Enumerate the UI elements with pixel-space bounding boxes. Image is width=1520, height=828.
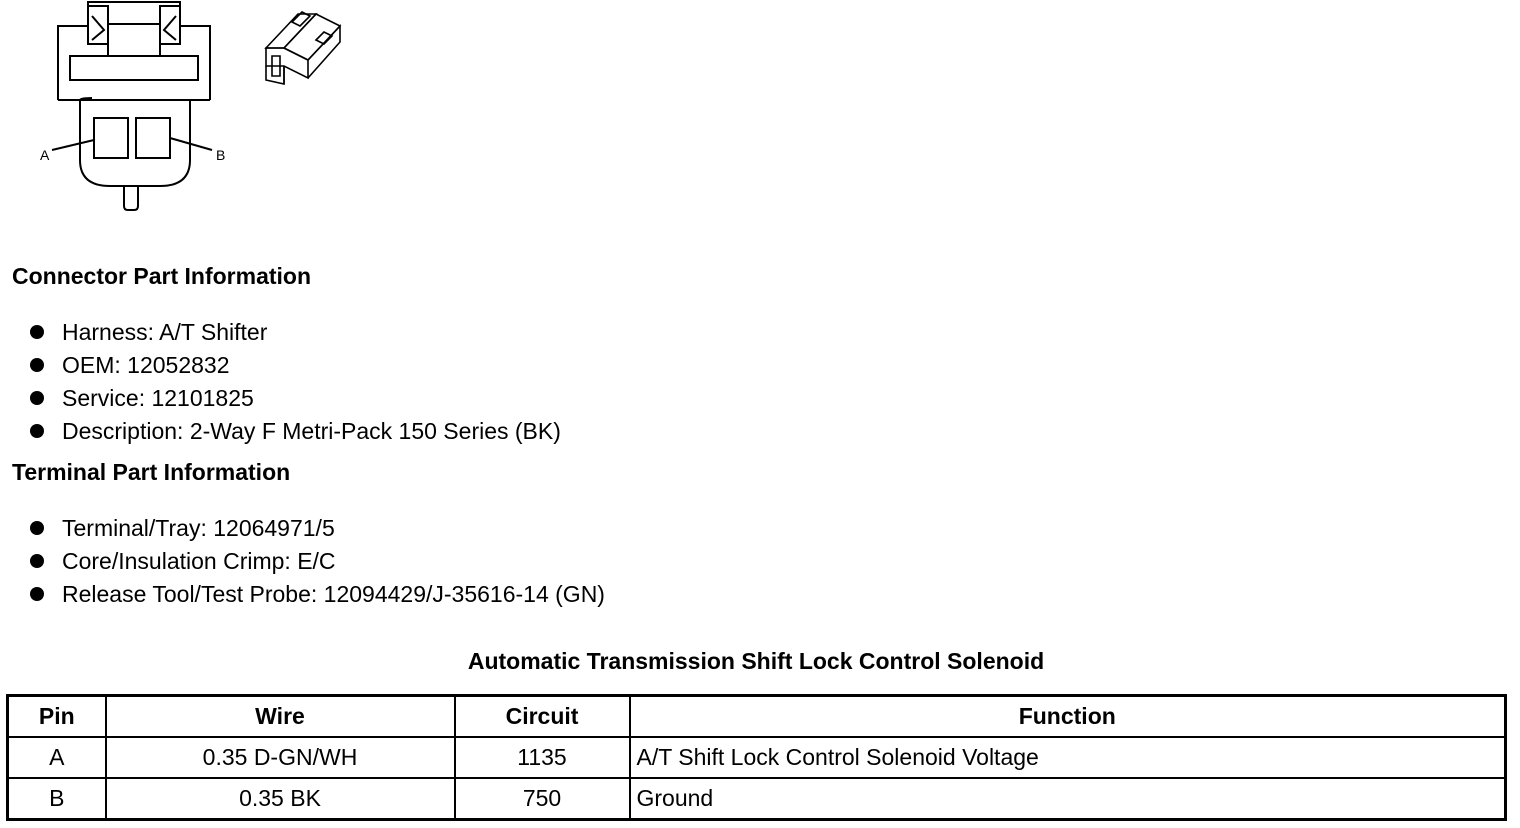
- table-header-row: [8, 696, 1506, 738]
- cell-pin: A: [8, 737, 106, 778]
- bullet-icon: [30, 391, 44, 405]
- table-row: [8, 778, 1506, 820]
- cell-wire: 0.35 BK: [106, 778, 455, 820]
- header-circuit: Circuit: [455, 696, 630, 738]
- cell-circuit: 1135: [455, 737, 630, 778]
- bullet-icon: [30, 587, 44, 601]
- bullet-icon: [30, 325, 44, 339]
- cell-function: Ground: [630, 778, 1506, 820]
- terminal-part-heading: Terminal Part Information: [12, 459, 291, 485]
- cell-pin: B: [8, 778, 106, 820]
- pin-b-label: B: [216, 147, 226, 163]
- list-item: Core/Insulation Crimp: E/C: [30, 545, 605, 578]
- bullet-icon: [30, 554, 44, 568]
- terminal-part-list: [30, 512, 605, 611]
- list-item: Terminal/Tray: 12064971/5: [30, 512, 605, 545]
- bullet-icon: [30, 424, 44, 438]
- cell-function: A/T Shift Lock Control Solenoid Voltage: [630, 737, 1506, 778]
- connector-part-list: [30, 316, 561, 448]
- list-item: Harness: A/T Shifter: [30, 316, 561, 349]
- list-item: Description: 2-Way F Metri-Pack 150 Series (BK): [30, 415, 561, 448]
- list-item: Release Tool/Test Probe: 12094429/J-35616-14 (GN): [30, 578, 605, 611]
- header-pin: Pin: [8, 696, 106, 738]
- connector-face-diagram: [30, 0, 240, 215]
- header-wire: Wire: [106, 696, 455, 738]
- connector-part-heading: Connector Part Information: [12, 263, 312, 289]
- connector-isometric-icon: [258, 6, 348, 88]
- table-row: [8, 737, 1506, 778]
- pinout-table: [6, 694, 1507, 821]
- pin-a-label: A: [40, 147, 50, 163]
- table-caption: Automatic Transmission Shift Lock Control Solenoid: [467, 648, 1045, 674]
- list-item: OEM: 12052832: [30, 349, 561, 382]
- list-item: Service: 12101825: [30, 382, 561, 415]
- bullet-icon: [30, 358, 44, 372]
- cell-circuit: 750: [455, 778, 630, 820]
- bullet-icon: [30, 521, 44, 535]
- cell-wire: 0.35 D-GN/WH: [106, 737, 455, 778]
- header-function: Function: [630, 696, 1506, 738]
